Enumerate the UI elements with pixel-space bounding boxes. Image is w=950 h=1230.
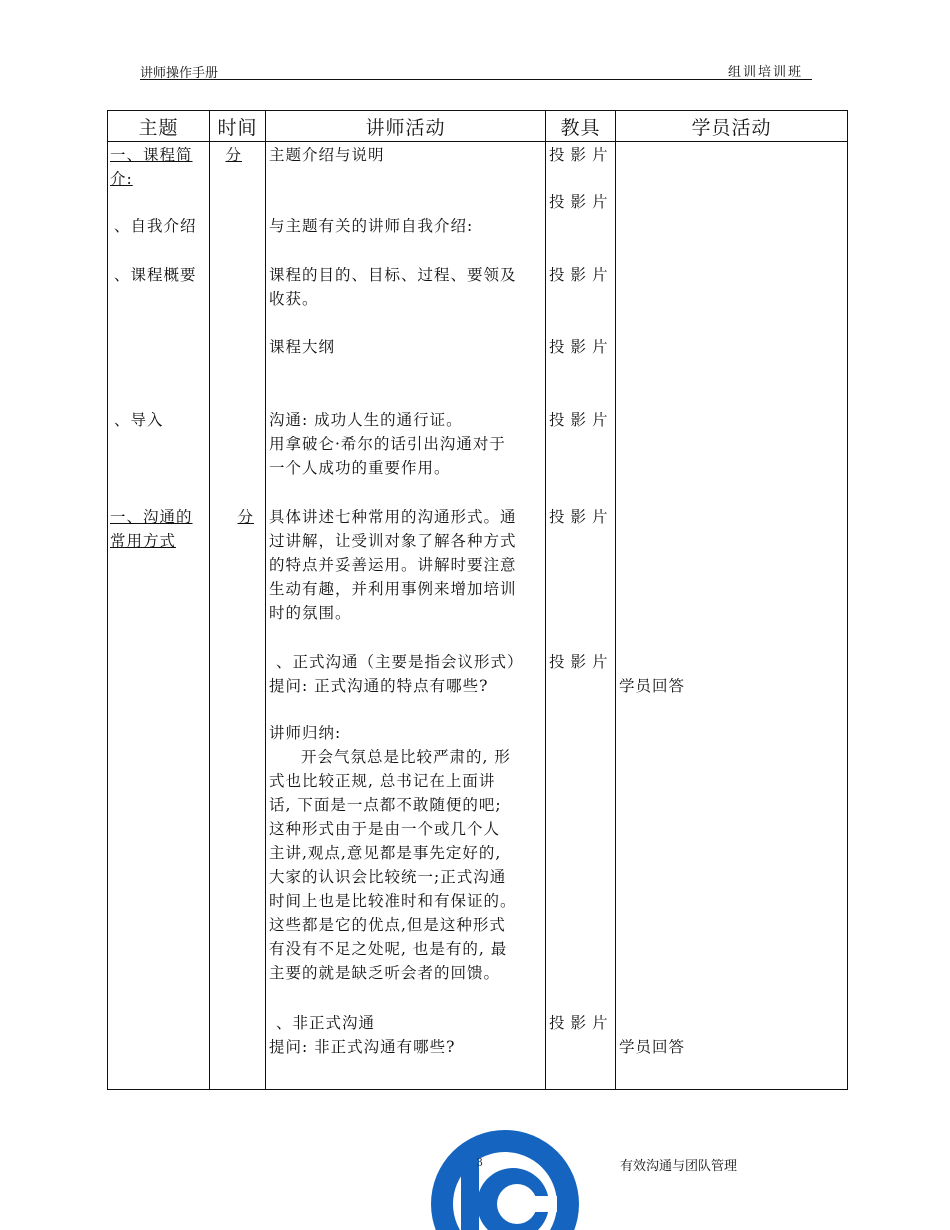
activity-line: 主题介绍与说明 (269, 146, 385, 164)
tool-projector-slide: 投影片 (549, 653, 614, 671)
tool-projector-slide: 投影片 (549, 508, 614, 526)
header-manual-title: 讲师操作手册 (140, 66, 219, 81)
topic-comm-modes: 一、沟通的 (110, 508, 193, 526)
activity-line: 、正式沟通（主要是指会议形式） (276, 653, 524, 671)
activity-line: 主要的就是缺乏听会者的回馈。 (269, 964, 501, 982)
table-body-row (108, 142, 848, 1090)
topic-course-intro: 一、课程简 (110, 146, 193, 164)
time-cell (210, 142, 266, 1090)
student-answer: 学员回答 (619, 677, 686, 695)
page-number: 3 (476, 1156, 483, 1169)
tool-projector-slide: 投影片 (549, 411, 614, 429)
activity-line: 课程的目的、目标、过程、要领及 (269, 266, 517, 284)
topic-comm-modes-cont: 常用方式 (110, 532, 177, 550)
activity-line: 、非正式沟通 (276, 1014, 376, 1032)
topic-course-intro-cont: 介: (110, 170, 133, 188)
topic-self-intro: 、自我介绍 (114, 217, 197, 235)
header-class-name: 组训培训班 (728, 65, 804, 80)
activity-line: 时的氛围。 (269, 604, 352, 622)
activity-line: 有没有不足之处呢, 也是有的, 最 (269, 940, 508, 958)
topic-overview: 、课程概要 (114, 266, 197, 284)
activity-line: 这种形式由于是由一个或几个人 (269, 820, 501, 838)
activity-line: 用拿破仑·希尔的话引出沟通对于 (269, 435, 506, 453)
table-header-row (108, 111, 848, 142)
activity-line: 主讲,观点,意见都是事先定好的, (269, 844, 502, 862)
activity-line: 生动有趣，并利用事例来增加培训 (269, 580, 517, 598)
column-header-trainer-activity: 讲师活动 (266, 111, 546, 142)
tool-projector-slide: 投影片 (549, 338, 614, 356)
column-header-student-activity: 学员活动 (616, 111, 848, 142)
tools-cell (546, 142, 616, 1090)
trainer-activity-cell (266, 142, 546, 1090)
logo-graphic (431, 1130, 579, 1230)
lesson-plan-table (107, 110, 848, 1090)
header-divider (140, 79, 812, 80)
activity-line: 提问: 正式沟通的特点有哪些? (269, 677, 489, 695)
column-header-time: 时间 (210, 111, 266, 142)
tool-projector-slide: 投影片 (549, 193, 614, 211)
tool-projector-slide: 投影片 (549, 1014, 614, 1032)
company-logo (431, 1130, 579, 1230)
footer-course-title: 有效沟通与团队管理 (620, 1159, 738, 1174)
time-course-intro: 分 (225, 146, 242, 164)
activity-line: 过讲解，让受训对象了解各种方式 (269, 532, 517, 550)
activity-line: 的特点并妥善运用。讲解时要注意 (269, 556, 517, 574)
activity-line: 讲师归纳: (269, 724, 342, 742)
time-comm-modes: 分 (237, 508, 254, 526)
activity-line: 提问: 非正式沟通有哪些? (269, 1038, 456, 1056)
column-header-topic: 主题 (108, 111, 210, 142)
activity-line: 与主题有关的讲师自我介绍: (269, 217, 474, 235)
activity-line: 时间上也是比较准时和有保证的。 (269, 892, 517, 910)
activity-line: 沟通: 成功人生的通行证。 (269, 411, 463, 429)
activity-line: 话, 下面是一点都不敢随便的吧; (269, 796, 502, 814)
topic-cell (108, 142, 210, 1090)
activity-line: 式也比较正规, 总书记在上面讲 (269, 772, 496, 790)
student-answer: 学员回答 (619, 1038, 686, 1056)
activity-line: 这些都是它的优点,但是这种形式 (269, 916, 506, 934)
activity-line: 一个人成功的重要作用。 (269, 459, 451, 477)
column-header-tools: 教具 (546, 111, 616, 142)
activity-line: 大家的认识会比较统一;正式沟通 (269, 868, 507, 886)
activity-line: 具体讲述七种常用的沟通形式。通 (269, 508, 517, 526)
tool-projector-slide: 投影片 (549, 266, 614, 284)
activity-line: 收获。 (269, 290, 319, 308)
student-activity-cell (616, 142, 848, 1090)
activity-line: 开会气氛总是比较严肃的, 形 (301, 748, 511, 766)
tool-projector-slide: 投影片 (549, 146, 614, 164)
activity-line: 课程大纲 (269, 338, 336, 356)
topic-lead-in: 、导入 (114, 411, 164, 429)
